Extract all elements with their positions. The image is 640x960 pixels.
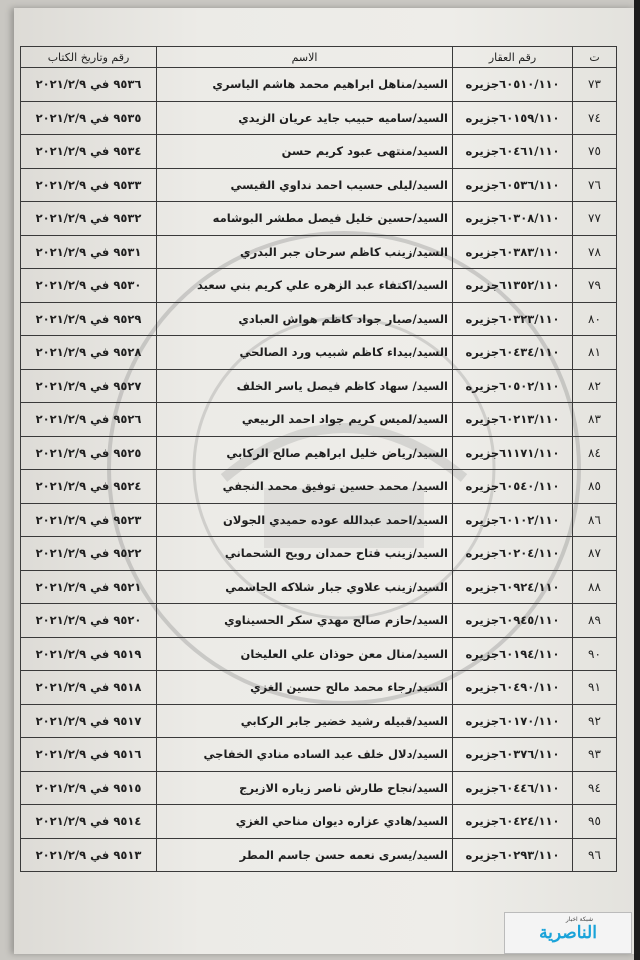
reference-cell: ٩٥٢٨ في ٢٠٢١/٢/٩ (21, 336, 157, 370)
row-number-cell: ٩٠ (573, 637, 617, 671)
reference-cell: ٩٥٣٤ في ٢٠٢١/٢/٩ (21, 135, 157, 169)
property-number-cell: ٦٠٤٦١/١١٠جزيره (453, 135, 573, 169)
table-row (21, 671, 617, 705)
header-number: ت (573, 47, 617, 68)
table-row (21, 101, 617, 135)
header-property-number: رقم العقار (453, 47, 573, 68)
name-cell: السيد/زينب كاظم سرحان جبر البدري (157, 235, 453, 269)
row-number-cell: ٩٣ (573, 738, 617, 772)
property-number-cell: ٦٠٩٤٥/١١٠جزيره (453, 604, 573, 638)
name-cell: السيد/رجاء محمد مالح حسين الغزي (157, 671, 453, 705)
name-cell: السيد/ساميه حبيب جايد عريان الزيدي (157, 101, 453, 135)
row-number-cell: ٨٩ (573, 604, 617, 638)
table-row (21, 168, 617, 202)
property-number-cell: ٦٠١٠٢/١١٠جزيره (453, 503, 573, 537)
property-number-cell: ٦٠٢٩٣/١١٠جزيره (453, 838, 573, 872)
logo-subtext: شبكة اخبار (565, 916, 593, 923)
reference-cell: ٩٥١٧ في ٢٠٢١/٢/٩ (21, 704, 157, 738)
property-number-cell: ٦٠٣٧٦/١١٠جزيره (453, 738, 573, 772)
reference-cell: ٩٥٢١ في ٢٠٢١/٢/٩ (21, 570, 157, 604)
reference-cell: ٩٥٣٦ في ٢٠٢١/٢/٩ (21, 68, 157, 102)
reference-cell: ٩٥٣٣ في ٢٠٢١/٢/٩ (21, 168, 157, 202)
reference-cell: ٩٥٢٧ في ٢٠٢١/٢/٩ (21, 369, 157, 403)
property-number-cell: ٦٠١٩٤/١١٠جزيره (453, 637, 573, 671)
property-number-cell: ٦٠٢١٣/١١٠جزيره (453, 403, 573, 437)
row-number-cell: ٧٥ (573, 135, 617, 169)
table-row (21, 135, 617, 169)
reference-cell: ٩٥٢٢ في ٢٠٢١/٢/٩ (21, 537, 157, 571)
property-number-cell: ٦٠٢٠٤/١١٠جزيره (453, 537, 573, 571)
row-number-cell: ٩٤ (573, 771, 617, 805)
name-cell: السيد/رياض خليل ابراهيم صالح الركابي (157, 436, 453, 470)
reference-cell: ٩٥١٦ في ٢٠٢١/٢/٩ (21, 738, 157, 772)
table-row (21, 838, 617, 872)
property-number-cell: ٦٠١٥٩/١١٠جزيره (453, 101, 573, 135)
row-number-cell: ٨٠ (573, 302, 617, 336)
reference-cell: ٩٥١٥ في ٢٠٢١/٢/٩ (21, 771, 157, 805)
property-number-cell: ٦٠٣٢٣/١١٠جزيره (453, 302, 573, 336)
row-number-cell: ٩٢ (573, 704, 617, 738)
property-number-cell: ٦٠٣٠٨/١١٠جزيره (453, 202, 573, 236)
reference-cell: ٩٥١٩ في ٢٠٢١/٢/٩ (21, 637, 157, 671)
name-cell: السيد/منتهى عبود كريم حسن (157, 135, 453, 169)
row-number-cell: ٩٥ (573, 805, 617, 839)
name-cell: السيد/لميس كريم جواد احمد الربيعي (157, 403, 453, 437)
row-number-cell: ٨٤ (573, 436, 617, 470)
logo-text: الناصرية (539, 923, 597, 943)
table-row (21, 470, 617, 504)
table-row (21, 436, 617, 470)
row-number-cell: ٨٢ (573, 369, 617, 403)
table-row (21, 537, 617, 571)
table-row (21, 235, 617, 269)
header-reference: رقم وتاريخ الكتاب (21, 47, 157, 68)
name-cell: السيد/قبيله رشيد خضير جابر الركابي (157, 704, 453, 738)
row-number-cell: ٧٦ (573, 168, 617, 202)
name-cell: السيد/هادي عزاره ديوان مناحي الغزي (157, 805, 453, 839)
row-number-cell: ٨١ (573, 336, 617, 370)
name-cell: السيد/مناهل ابراهيم محمد هاشم الياسري (157, 68, 453, 102)
reference-cell: ٩٥٣٥ في ٢٠٢١/٢/٩ (21, 101, 157, 135)
row-number-cell: ٨٨ (573, 570, 617, 604)
name-cell: السيد/اكتفاء عبد الزهره علي كريم بني سعيد (157, 269, 453, 303)
row-number-cell: ٨٥ (573, 470, 617, 504)
name-cell: السيد/زينب فتاح حمدان رويح الشحماني (157, 537, 453, 571)
table-row (21, 202, 617, 236)
row-number-cell: ٧٩ (573, 269, 617, 303)
property-number-cell: ٦٠٥٠٢/١١٠جزيره (453, 369, 573, 403)
row-number-cell: ٧٧ (573, 202, 617, 236)
name-cell: السيد/يسرى نعمه حسن جاسم المطر (157, 838, 453, 872)
row-number-cell: ٧٤ (573, 101, 617, 135)
table-row (21, 570, 617, 604)
table-row (21, 805, 617, 839)
paper-edge-shadow (634, 0, 640, 960)
name-cell: السيد/صبار جواد كاظم هواش العبادي (157, 302, 453, 336)
reference-cell: ٩٥٣٢ في ٢٠٢١/٢/٩ (21, 202, 157, 236)
property-number-cell: ٦٠٤٢٤/١١٠جزيره (453, 805, 573, 839)
property-number-cell: ٦٠٤٣٤/١١٠جزيره (453, 336, 573, 370)
name-cell: السيد/احمد عبدالله عوده حميدي الجولان (157, 503, 453, 537)
header-name: الاسم (157, 47, 453, 68)
table-row (21, 503, 617, 537)
reference-cell: ٩٥٣١ في ٢٠٢١/٢/٩ (21, 235, 157, 269)
table-row (21, 369, 617, 403)
name-cell: السيد/حازم صالح مهدي سكر الحسيناوي (157, 604, 453, 638)
row-number-cell: ٨٧ (573, 537, 617, 571)
property-number-cell: ٦٠٥٤٠/١١٠جزيره (453, 470, 573, 504)
name-cell: السيد/منال معن حوذان علي العليخان (157, 637, 453, 671)
reference-cell: ٩٥٢٩ في ٢٠٢١/٢/٩ (21, 302, 157, 336)
name-cell: السيد/ سهاد كاظم فيصل ياسر الخلف (157, 369, 453, 403)
table-row (21, 704, 617, 738)
table-header-row (21, 47, 617, 68)
name-cell: السيد/نجاح طارش ناصر زياره الازيرج (157, 771, 453, 805)
name-cell: السيد/بيداء كاظم شبيب ورد الصالحي (157, 336, 453, 370)
property-number-cell: ٦٠٤٩٠/١١٠جزيره (453, 671, 573, 705)
reference-cell: ٩٥٢٣ في ٢٠٢١/٢/٩ (21, 503, 157, 537)
table-row (21, 68, 617, 102)
property-number-cell: ٦٠٤٤٦/١١٠جزيره (453, 771, 573, 805)
reference-cell: ٩٥٢٤ في ٢٠٢١/٢/٩ (21, 470, 157, 504)
property-table-container (20, 46, 616, 872)
reference-cell: ٩٥٢٠ في ٢٠٢١/٢/٩ (21, 604, 157, 638)
table-row (21, 269, 617, 303)
site-logo (504, 912, 632, 954)
reference-cell: ٩٥١٣ في ٢٠٢١/٢/٩ (21, 838, 157, 872)
name-cell: السيد/دلال خلف عبد الساده منادي الخفاجي (157, 738, 453, 772)
table-row (21, 604, 617, 638)
property-number-cell: ٦١٣٥٢/١١٠جزيره (453, 269, 573, 303)
property-number-cell: ٦٠٥٣٦/١١٠جزيره (453, 168, 573, 202)
property-number-cell: ٦٠٩٢٤/١١٠جزيره (453, 570, 573, 604)
name-cell: السيد/ محمد حسين توفيق محمد النجفي (157, 470, 453, 504)
property-number-cell: ٦٠٣٨٣/١١٠جزيره (453, 235, 573, 269)
table-row (21, 771, 617, 805)
row-number-cell: ٨٦ (573, 503, 617, 537)
row-number-cell: ٨٣ (573, 403, 617, 437)
property-table (20, 46, 617, 872)
property-number-cell: ٦٠١٧٠/١١٠جزيره (453, 704, 573, 738)
reference-cell: ٩٥٢٦ في ٢٠٢١/٢/٩ (21, 403, 157, 437)
property-number-cell: ٦١١٧١/١١٠جزيره (453, 436, 573, 470)
table-row (21, 637, 617, 671)
row-number-cell: ٧٨ (573, 235, 617, 269)
reference-cell: ٩٥٣٠ في ٢٠٢١/٢/٩ (21, 269, 157, 303)
name-cell: السيد/زينب علاوي جبار شلاكه الجاسمي (157, 570, 453, 604)
name-cell: السيد/ليلى حسيب احمد نداوي القيسي (157, 168, 453, 202)
table-row (21, 336, 617, 370)
table-row (21, 302, 617, 336)
table-row (21, 738, 617, 772)
table-row (21, 403, 617, 437)
property-number-cell: ٦٠٥١٠/١١٠جزيره (453, 68, 573, 102)
name-cell: السيد/حسين خليل فيصل مطشر البوشامه (157, 202, 453, 236)
row-number-cell: ٩١ (573, 671, 617, 705)
reference-cell: ٩٥٢٥ في ٢٠٢١/٢/٩ (21, 436, 157, 470)
row-number-cell: ٧٣ (573, 68, 617, 102)
row-number-cell: ٩٦ (573, 838, 617, 872)
reference-cell: ٩٥١٨ في ٢٠٢١/٢/٩ (21, 671, 157, 705)
reference-cell: ٩٥١٤ في ٢٠٢١/٢/٩ (21, 805, 157, 839)
